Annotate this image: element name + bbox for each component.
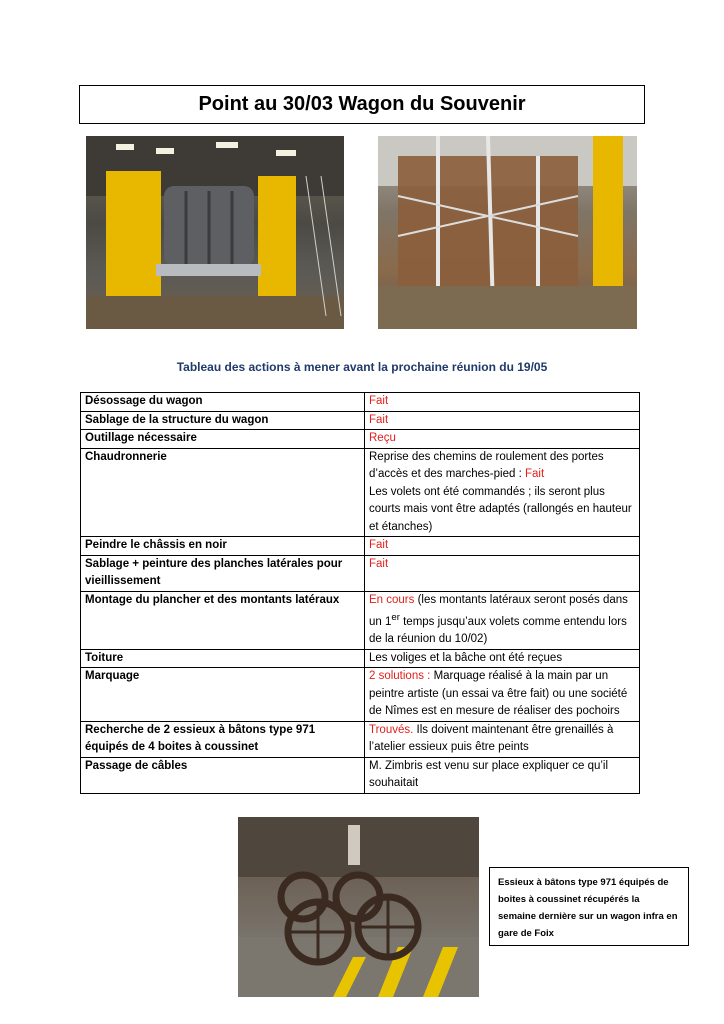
- table-row: [81, 430, 640, 449]
- status-cell: [365, 537, 640, 556]
- photo-caption: Essieux à bâtons type 971 équipés de boites à coussinet récupérés la semaine dernière sur un wagon infra en gare de Foix: [489, 867, 689, 946]
- table-row: [81, 448, 640, 537]
- status-cell: [365, 668, 640, 722]
- status-cell: [365, 649, 640, 668]
- status-cell: [365, 411, 640, 430]
- status-detail: temps jusqu’aux volets comme entendu lors de la réunion du 10/02): [369, 615, 627, 646]
- status-text: 2 solutions :: [369, 670, 431, 683]
- task-cell: Marquage: [81, 668, 365, 722]
- task-cell: Passage de câbles: [81, 757, 365, 793]
- actions-table: [80, 392, 640, 794]
- task-cell: Sablage + peinture des planches latérales pour vieillissement: [81, 555, 365, 591]
- table-row: [81, 411, 640, 430]
- task-cell: Recherche de 2 essieux à bâtons type 971 équipés de 4 boites à coussinet: [81, 721, 365, 757]
- status-detail: (les montants latéraux seront posés dans un 1: [369, 593, 628, 628]
- axles-photo: [238, 817, 479, 997]
- table-row: [81, 668, 640, 722]
- table-row: [81, 555, 640, 591]
- page-title: Point au 30/03 Wagon du Souvenir: [79, 85, 645, 124]
- status-detail: Reprise des chemins de roulement des portes d’accès et des marches-pied :: [369, 450, 604, 480]
- status-text: En cours: [369, 593, 415, 606]
- status-text: Fait: [369, 413, 389, 426]
- table-row: [81, 591, 640, 649]
- table-subtitle: Tableau des actions à mener avant la prochaine réunion du 19/05: [176, 360, 548, 374]
- status-cell: [365, 430, 640, 449]
- status-detail: Les volets ont été commandés ; ils seront plus courts mais vont être adaptés (rallongés en hauteur et étanches): [369, 485, 632, 533]
- wagon-side-photo: [378, 136, 637, 329]
- table-row: [81, 393, 640, 412]
- superscript: er: [391, 612, 400, 623]
- status-detail: M. Zimbris est venu sur place expliquer ce qu’il souhaitait: [369, 759, 609, 790]
- status-cell: [365, 721, 640, 757]
- status-detail: Les voliges et la bâche ont été reçues: [369, 651, 563, 664]
- status-text: Fait: [524, 468, 545, 480]
- status-detail: Ils doivent maintenant être grenaillés à l’atelier essieux puis être peints: [369, 723, 614, 754]
- task-cell: Outillage nécessaire: [81, 430, 365, 449]
- task-cell: Chaudronnerie: [81, 448, 365, 537]
- status-cell: [365, 555, 640, 591]
- status-cell: [365, 393, 640, 412]
- status-cell: [365, 448, 640, 537]
- status-text: Trouvés.: [369, 723, 414, 736]
- status-text: Fait: [369, 395, 389, 407]
- task-cell: Désossage du wagon: [81, 393, 365, 412]
- status-text: Fait: [369, 539, 389, 551]
- status-text: Fait: [369, 557, 389, 570]
- table-row: [81, 537, 640, 556]
- task-cell: Montage du plancher et des montants latéraux: [81, 591, 365, 649]
- table-row: [81, 757, 640, 793]
- table-row: [81, 649, 640, 668]
- status-cell: [365, 757, 640, 793]
- status-cell: [365, 591, 640, 649]
- status-text: Reçu: [369, 432, 396, 444]
- wagon-front-photo: [86, 136, 344, 329]
- table-row: [81, 721, 640, 757]
- task-cell: Sablage de la structure du wagon: [81, 411, 365, 430]
- task-cell: Toiture: [81, 649, 365, 668]
- task-cell: Peindre le châssis en noir: [81, 537, 365, 556]
- status-detail: Marquage réalisé à la main par un peintre artiste (un essai va être fait) ou une société de Nîmes est en mesure de réaliser des pochoirs: [369, 670, 628, 718]
